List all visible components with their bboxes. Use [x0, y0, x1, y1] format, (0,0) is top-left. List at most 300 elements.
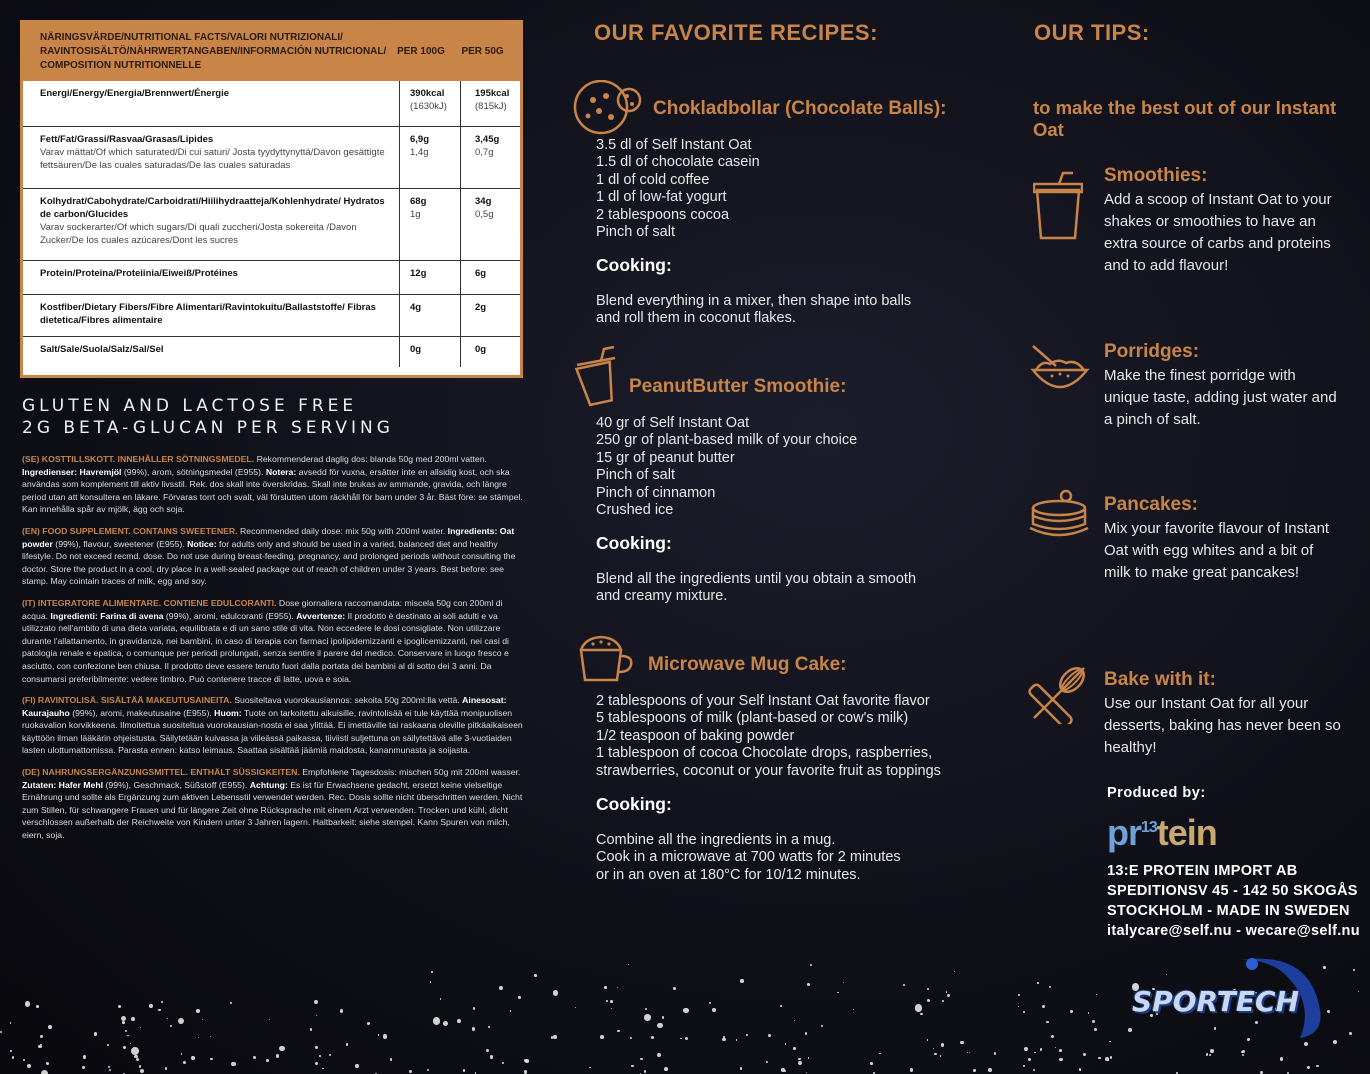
powder-speck	[657, 1053, 661, 1057]
tip-title: Porridges:	[1104, 341, 1200, 362]
ingredient: 1.5 dl of chocolate casein	[596, 154, 760, 171]
produced-by-label: Produced by:	[1107, 785, 1206, 801]
powder-speck	[644, 1014, 651, 1021]
nutrient-label	[23, 295, 400, 336]
legal-text-part: Ingredients: Oat powder	[22, 525, 515, 549]
powder-speck	[1018, 1006, 1019, 1007]
claim-gluten-free: GLUTEN AND LACTOSE FREE	[22, 396, 358, 416]
powder-speck	[210, 1058, 213, 1061]
powder-speck	[683, 1008, 689, 1014]
powder-speck	[46, 1062, 49, 1065]
powder-speck	[1214, 1027, 1216, 1029]
nutrition-header	[23, 23, 520, 81]
legal-heading: (EN) FOOD SUPPLEMENT. CONTAINS SWEETENER.	[22, 525, 238, 536]
powder-speck	[1307, 1066, 1310, 1069]
recipe-title: Chokladbollar (Chocolate Balls):	[653, 98, 947, 119]
powder-speck	[798, 1061, 802, 1065]
value: 34g	[475, 196, 492, 207]
company-address	[1107, 861, 1360, 941]
nutrient-sub: Varav mättat/Of which saturated/Di cui saturi/ Josta tyydyttynyttä/Davon gesättigte fettsäuren/De las cuales saturadas/De las cuales saturadas	[40, 147, 385, 171]
recipe-ingredients	[596, 137, 760, 241]
smoothie-cup-icon	[574, 345, 620, 407]
legal-text-part: Empfohlene Tagesdosis: mischen 50g mit 200ml wasser.	[299, 767, 521, 778]
powder-speck	[903, 984, 905, 986]
powder-speck	[502, 1062, 504, 1064]
powder-speck	[766, 1061, 768, 1063]
value: 3,45g	[475, 134, 500, 145]
powder-speck	[136, 1058, 139, 1061]
powder-speck	[510, 1010, 512, 1012]
powder-speck	[108, 1066, 110, 1068]
powder-speck	[1042, 1005, 1045, 1008]
powder-speck	[127, 1035, 129, 1037]
powder-speck	[1088, 1012, 1089, 1013]
ingredient: Pinch of salt	[596, 467, 675, 484]
mug-cake-icon	[577, 632, 637, 684]
legal-heading: (SE) KOSTTILLSKOTT. INNEHÅLLER SÖTNINGSMEDEL.	[22, 454, 255, 464]
nutrition-table	[20, 20, 523, 378]
ingredient: 1 dl of low-fat yogurt	[596, 189, 727, 206]
powder-speck	[940, 1055, 942, 1057]
powder-speck	[486, 1049, 489, 1052]
ingredient: strawberries, coconut or your favorite fruit as toppings	[596, 762, 941, 779]
powder-speck	[472, 1027, 475, 1030]
powder-speck	[167, 1018, 168, 1019]
powder-speck	[82, 1066, 85, 1069]
powder-speck	[994, 1052, 996, 1054]
powder-speck	[1109, 1041, 1111, 1043]
tip-text: Make the finest porridge with unique taste, adding just water and a pinch of salt.	[1104, 367, 1337, 428]
powder-speck	[1034, 1052, 1036, 1054]
legal-text-part: Ainesosat: Kaurajauho	[22, 695, 507, 718]
col-per-100g: PER 100G	[397, 46, 445, 57]
powder-speck	[443, 1021, 448, 1026]
powder-speck	[600, 1035, 604, 1039]
powder-speck	[793, 1047, 795, 1049]
value-per-100g	[400, 189, 461, 260]
sportech-logo: SPORTECH	[1132, 985, 1300, 1018]
powder-speck	[651, 1036, 654, 1039]
ingredient: 2 tablespoons cocoa	[596, 206, 730, 223]
value: 68g	[410, 196, 427, 207]
powder-speck	[140, 1027, 141, 1028]
powder-speck	[27, 1064, 31, 1068]
nutrient-name: Energi/Energy/Energia/Brennwert/Énergie	[40, 88, 229, 99]
recipes-heading: OUR FAVORITE RECIPES:	[594, 20, 878, 45]
powder-speck	[606, 1000, 608, 1002]
powder-speck	[1128, 1028, 1132, 1032]
tip-title: Smoothies:	[1104, 165, 1208, 186]
powder-speck	[266, 1059, 269, 1062]
powder-speck	[746, 1034, 748, 1036]
nutrient-name: Fett/Fat/Grassi/Rasvaa/Grasas/Lipides	[40, 134, 214, 145]
powder-speck	[123, 1046, 126, 1049]
powder-speck	[367, 1022, 370, 1025]
powder-speck	[662, 1016, 664, 1018]
col-per-50g: PER 50G	[461, 46, 504, 57]
powder-speck	[933, 1048, 934, 1049]
powder-speck	[1080, 1069, 1081, 1070]
powder-speck	[48, 1025, 52, 1029]
powder-speck	[967, 1052, 968, 1053]
powder-speck	[1242, 1054, 1245, 1057]
powder-speck	[712, 1008, 716, 1012]
powder-speck	[231, 1062, 235, 1066]
powder-speck	[873, 1072, 875, 1074]
powder-speck	[640, 1058, 642, 1060]
value-per-50g	[461, 81, 520, 126]
powder-speck	[10, 1050, 12, 1052]
nutrition-row	[23, 189, 520, 261]
powder-speck	[709, 1002, 711, 1004]
powder-speck	[1316, 1065, 1318, 1067]
powder-speck	[315, 1046, 318, 1049]
powder-speck	[910, 1068, 913, 1071]
powder-speck	[109, 1069, 111, 1071]
value-sub: (1630kJ)	[410, 101, 447, 112]
powder-speck	[149, 1004, 153, 1008]
nutrient-name: Protein/Proteina/Proteiinia/Eiweiß/Protéines	[40, 268, 238, 279]
whisk-rolling-pin-icon	[1028, 662, 1090, 724]
powder-speck	[1206, 1053, 1209, 1056]
legal-text-part: Tuote on tarkoitettu aikuisille, ravintolisää ei tule käyttää monipuolisen ruokavalion korvikkeena. Ilmoitettua suositeltua vuorokausian-nosta ei saa ylittää. Ei imettäville tai raskaana oleville pitkäaikaiseen käyttöön ilman lääkärin ohjeistusta. Säilytetään kuivassa ja viileässä paikassa, tiiviisti suljettuna on säilytettävä alle 3-vuotiaiden lasten ulottumattomissa. Parasta ennen: katso leimaus. Saattaa sisältää jäämiä maidosta, kananmunasta ja soijasta.	[22, 707, 523, 756]
powder-speck	[140, 1069, 144, 1073]
powder-speck	[1176, 1072, 1178, 1074]
powder-speck	[131, 1017, 135, 1021]
nutrition-rows	[23, 81, 520, 367]
powder-speck	[805, 1032, 807, 1034]
powder-speck	[604, 986, 606, 988]
logo-part: 13	[1141, 819, 1157, 836]
powder-speck	[988, 1068, 992, 1072]
value-per-100g	[400, 127, 461, 188]
value-sub: (815kJ)	[475, 101, 507, 112]
powder-speck	[158, 1009, 160, 1011]
nutrient-name: Kolhydrat/Cabohydrate/Carboidrati/Hiilihydraatteja/Kohlenhydrate/ Hydratos de carbon/Glucides	[40, 196, 385, 220]
powder-speck	[488, 1026, 490, 1028]
powder-speck	[230, 1002, 232, 1004]
cooking-instructions	[596, 571, 976, 606]
powder-speck	[821, 1025, 823, 1027]
powder-speck	[23, 1059, 25, 1061]
powder-speck	[430, 981, 431, 982]
powder-speck	[524, 1070, 528, 1074]
legal-text-part: (99%), aromi, edulcoranti (E955).	[163, 610, 297, 621]
powder-speck	[553, 990, 558, 995]
value-per-50g	[461, 295, 520, 336]
powder-speck	[837, 992, 839, 994]
nutrient-label	[23, 261, 400, 294]
powder-speck	[378, 1034, 379, 1035]
powder-speck	[784, 1070, 786, 1072]
value: 0g	[410, 344, 422, 355]
recipe-ingredients	[596, 693, 941, 780]
legal-paragraph	[22, 453, 525, 516]
value-sub: 1,4g	[410, 147, 429, 158]
nutrition-header-label: NÄRINGSVÄRDE/NUTRITIONAL FACTS/VALORI NUTRIZIONALI/ RAVINTOSISÄLTÖ/NÄHRWERTANGABEN/INFORMACIÓN NUTRICIONAL/ COMPOSITION NUTRITIONNELLE	[40, 32, 387, 71]
powder-speck	[853, 1009, 854, 1010]
powder-speck	[463, 1069, 465, 1071]
legal-heading: (DE) NAHRUNGSERGÄNZUNGSMITTEL. ENTHÄLT SÜSSIGKEITEN.	[22, 767, 300, 778]
legal-text-part: Ingredienser: Havremjöl	[22, 466, 122, 477]
powder-speck	[1110, 1056, 1113, 1059]
value: 6g	[475, 268, 487, 279]
powder-speck	[1304, 1042, 1308, 1046]
value-sub: 1g	[410, 209, 421, 220]
powder-speck	[427, 1069, 429, 1071]
cooking-heading: Cooking:	[596, 255, 672, 275]
powder-speck	[673, 987, 676, 990]
powder-speck	[644, 1070, 646, 1072]
powder-speck	[589, 1067, 590, 1068]
legal-text-part: Zutaten: Hafer Mehl	[22, 779, 104, 790]
powder-speck	[1028, 1058, 1031, 1061]
tips-heading: OUR TIPS:	[1034, 20, 1150, 45]
address-line: SPEDITIONSV 45 - 142 50 SKOGÅS	[1107, 883, 1358, 899]
legal-heading: (FI) RAVINTOLISÄ. SISÄLTÄÄ MAKEUTUSAINEITA.	[22, 695, 232, 706]
nutrition-row	[23, 81, 520, 127]
powder-speck	[785, 1043, 787, 1045]
legal-text-part: for adults only and should be used in a varied, balanced diet and healthy lifestyle. Do not exceed recmd. dose. Do not use during breast-feeding, pregnancy, and prolonged periods without consulting the doctor. Store the product in a cool, dry place in a well-sealed package out of reach of children under 3 years. Best before: see stamp. May cointain traces of milk, egg and soy.	[22, 538, 516, 587]
value-per-100g	[400, 337, 461, 367]
powder-speck	[279, 1046, 285, 1052]
powder-speck	[664, 1067, 668, 1071]
powder-speck	[431, 971, 433, 973]
legal-paragraph	[22, 694, 525, 757]
powder-speck	[617, 1030, 619, 1032]
ingredient: Crushed ice	[596, 502, 674, 519]
nutrient-name: Salt/Sale/Suola/Salz/Sal/Sel	[40, 344, 164, 355]
powder-speck	[1280, 1057, 1284, 1061]
address-line: STOCKHOLM - MADE IN SWEDEN	[1107, 903, 1350, 919]
value: 6,9g	[410, 134, 430, 145]
powder-speck	[927, 988, 929, 990]
powder-speck	[1358, 991, 1359, 992]
legal-text	[22, 453, 525, 851]
powder-speck	[807, 983, 810, 986]
powder-speck	[490, 1055, 494, 1059]
legal-paragraph	[22, 766, 525, 842]
pancakes-icon	[1028, 488, 1090, 540]
logo-part: pr	[1107, 812, 1141, 853]
powder-speck	[409, 1070, 412, 1073]
powder-speck	[183, 1061, 186, 1064]
powder-speck	[740, 979, 743, 982]
logo-part: tein	[1156, 812, 1217, 853]
legal-text-part: avsedd för vuxna, ersätter inte en allsidig kost, och ska användas som komplement till aktiv livsstil. Rek. dos skall inte överskridas. Skall inte brukas av ammande, gravida, och längre period utan att konsultera en läkare. Förvaras torrt och svalt, väl förslutten utom räckhåll för barn under 3 år. Bäst före: se stämpel. Kan innehålla spår av mjölk, ägg och soja.	[22, 466, 523, 515]
value: 0g	[475, 344, 487, 355]
powder-speck	[38, 1045, 41, 1048]
contact-emails: italycare@self.nu - wecare@self.nu	[1107, 923, 1360, 939]
powder-speck	[1037, 982, 1038, 983]
powder-speck	[139, 1065, 142, 1068]
powder-speck	[1049, 986, 1051, 988]
smoothie-icon	[1033, 170, 1083, 242]
powder-speck	[130, 1043, 131, 1044]
powder-speck	[610, 1000, 613, 1003]
nutrient-name: Kostfiber/Dietary Fibers/Fibre Alimentari/Ravintokuitu/Ballaststoffe/ Fibras dietetica/Fibres alimentaire	[40, 302, 376, 326]
nutrition-row	[23, 295, 520, 337]
porridge-bowl-icon	[1030, 344, 1090, 398]
powder-speck	[1105, 1057, 1109, 1061]
powder-speck	[680, 1038, 681, 1039]
powder-speck	[253, 1056, 256, 1059]
tip-text: Use our Instant Oat for all your desserts, baking has never been so healthy!	[1104, 695, 1341, 756]
powder-speck	[934, 1053, 937, 1056]
powder-speck	[960, 1041, 964, 1045]
cooking-line: Combine all the ingredients in a mug.	[596, 832, 836, 848]
powder-speck	[181, 1053, 183, 1055]
powder-speck	[798, 1058, 801, 1061]
powder-speck	[657, 1023, 663, 1029]
ingredient: 15 gr of peanut butter	[596, 449, 735, 466]
legal-text-part: (99%), aromi, makeutusaine (E955).	[69, 707, 215, 718]
legal-text-part: Notera:	[265, 466, 297, 477]
powder-speck	[131, 1047, 139, 1055]
powder-speck	[1209, 1054, 1212, 1057]
powder-speck	[631, 1065, 634, 1068]
legal-text-part: (99%), flavour, sweetener (E955).	[52, 538, 188, 549]
recipe-ingredients	[596, 415, 857, 519]
legal-text-part: Suositeltava vuorokausiannos: sekoita 50g 200ml:lla vettä.	[231, 695, 463, 706]
value-sub: 0,5g	[475, 209, 494, 220]
powder-speck	[810, 964, 812, 966]
cooking-line: and creamy mixture.	[596, 588, 728, 605]
powder-speck	[973, 1069, 976, 1072]
nutrition-row	[23, 127, 520, 189]
powder-speck	[1333, 1040, 1337, 1044]
product-claims	[22, 395, 394, 439]
powder-speck	[1092, 1020, 1095, 1023]
ingredient: 40 gr of Self Instant Oat	[596, 415, 750, 431]
ingredient: 1 dl of cold coffee	[596, 171, 710, 188]
powder-speck	[1033, 1069, 1035, 1071]
powder-speck	[1349, 1032, 1352, 1035]
powder-speck	[954, 971, 955, 972]
powder-speck	[210, 1036, 211, 1037]
value-per-100g	[400, 261, 461, 294]
powder-speck	[107, 1044, 109, 1046]
powder-speck	[269, 1019, 271, 1021]
powder-speck	[685, 1037, 688, 1040]
cooking-line: and roll them in coconut flakes.	[596, 310, 796, 327]
claim-beta-glucan: 2G BETA-GLUCAN PER SERVING	[22, 418, 394, 438]
powder-speck	[1023, 1011, 1025, 1013]
powder-speck	[440, 998, 442, 1000]
powder-speck	[1051, 1035, 1054, 1038]
powder-speck	[617, 987, 618, 988]
powder-speck	[575, 1007, 576, 1008]
legal-text-part: Huom:	[214, 707, 242, 718]
ingredient: 5 tablespoons of milk (plant-based or cow's milk)	[596, 710, 909, 727]
legal-text-part: Es ist für Erwachsene gedacht, ersetzt keine vielseitige Ernährung und sollte als Ergänzung zum aktiven Lebensstil verwendet werden. Rec. Dosis sollte nicht überschritten werden. Nicht zum Stillen, für schwangere Frauen und für längere Zeit ohne Rücksprache mit einem Arzt verwenden. Trocken und kühl, dicht verschlossen außerhalb der Reichweite von Kindern unter 3 Jahren lagern. Haltbarkeit: siehe stempel. Kann Spuren von milch, eiern, soja.	[22, 779, 523, 841]
powder-speck	[118, 1005, 121, 1008]
powder-speck	[1210, 1049, 1214, 1053]
legal-heading: (IT) INTEGRATORE ALIMENTARE. CONTIENE EDULCORANTI.	[22, 597, 277, 608]
value-per-50g	[461, 127, 520, 188]
powder-speck	[319, 1055, 321, 1057]
powder-speck	[1018, 994, 1020, 996]
powder-speck	[457, 1019, 461, 1023]
value-per-100g	[400, 81, 461, 126]
powder-speck	[946, 991, 947, 992]
powder-speck	[806, 1072, 807, 1073]
powder-speck	[340, 1009, 344, 1013]
powder-speck	[0, 1031, 2, 1033]
tip-title: Bake with it:	[1104, 669, 1216, 690]
nutrient-label	[23, 337, 400, 367]
legal-paragraph	[22, 525, 525, 588]
powder-speck	[645, 1008, 647, 1010]
legal-text-part: Dose giornaliera raccomandata: miscela 50g con 200ml di acqua.	[22, 597, 503, 621]
ingredient: 2 tablespoons of your Self Instant Oat favorite flavor	[596, 693, 930, 709]
powder-speck	[1059, 1058, 1062, 1061]
powder-speck	[1083, 1053, 1087, 1057]
powder-speck	[780, 1005, 782, 1007]
nutrient-sub: Varav sockerarter/Of which sugars/Di quali zuccheri/Josta sokereita /Davon Zucker/De los cuales azúcares/Dont les sucres	[40, 222, 357, 246]
powder-speck	[475, 1072, 476, 1073]
powder-speck	[1096, 994, 1097, 995]
powder-speck	[794, 1020, 795, 1021]
powder-speck	[927, 1039, 929, 1041]
powder-speck	[499, 986, 503, 990]
recipe-title: Microwave Mug Cake:	[648, 654, 847, 675]
powder-speck	[1353, 969, 1355, 971]
powder-speck	[808, 1057, 810, 1059]
ingredient: 3.5 dl of Self Instant Oat	[596, 137, 752, 153]
powder-speck	[310, 1028, 312, 1030]
cooking-line: Blend all the ingredients until you obtain a smooth	[596, 571, 917, 587]
powder-speck	[316, 1015, 317, 1016]
ingredient: 250 gr of plant-based milk of your choice	[596, 432, 858, 449]
powder-speck	[870, 1062, 873, 1065]
powder-speck	[1094, 1028, 1098, 1032]
legal-text-part: Achtung:	[249, 779, 288, 790]
legal-text-part: (99%), Geschmack, Süßstoff (E955).	[103, 779, 250, 790]
tip-text: Mix your favorite flavour of Instant Oat with egg whites and a bit of milk to make great pancakes!	[1104, 520, 1330, 581]
legal-paragraph	[22, 597, 525, 685]
powder-speck	[83, 1055, 86, 1058]
powder-speck	[40, 1035, 43, 1038]
powder-speck	[915, 1004, 922, 1011]
powder-speck	[473, 1007, 476, 1010]
cooking-line: or in an oven at 180°C for 10/12 minutes.	[596, 866, 861, 883]
powder-speck	[628, 964, 629, 965]
value-per-50g	[461, 189, 520, 260]
powder-speck	[322, 1068, 324, 1070]
powder-speck	[534, 974, 536, 976]
powder-speck	[390, 1058, 393, 1061]
cooking-heading: Cooking:	[596, 533, 672, 553]
powder-speck	[927, 999, 930, 1002]
ingredient: 1 tablespoon of cocoa Chocolate drops, raspberries,	[596, 745, 933, 762]
powder-speck	[969, 1052, 970, 1053]
value: 390kcal	[410, 88, 445, 99]
powder-speck	[198, 1037, 199, 1038]
powder-speck	[161, 1001, 163, 1003]
powder-speck	[329, 1054, 331, 1056]
value: 195kcal	[475, 88, 510, 99]
cooking-line: Cook in a microwave at 700 watts for 2 minutes	[596, 849, 901, 866]
powder-speck	[346, 1043, 349, 1046]
powder-speck	[170, 1025, 173, 1028]
ingredient: Pinch of cinnamon	[596, 484, 716, 501]
powder-speck	[630, 1037, 632, 1039]
legal-text-part: Il prodotto è destinato ai soli adulti e va utilizzato nell'ambito di una dieta variata, equilibrata e di un sano stile di vita. Non eccedere le dosi consigliate. Non utilizzare durante l'allattamento, in gravidanza, nei bambini, in caso di terapia con farmaci ipolipidemizzanti e ipoglicemizzanti, nei casi di patologia renale e epatica, o comunque per periodi prolungati, senza sentire il parere del medico. Conservare in luogo fresco e asciutto, con confezione ben chiusa. Il prodotto deve essere tenuto fuori dalla portata dei bambini al di sotto dei 3 anni. Da consumarsi preferibilmente: vedere timbro. Può contenere tracce di latte, uova e soia.	[22, 610, 509, 684]
nutrient-label	[23, 127, 400, 188]
cooking-instructions	[596, 832, 976, 884]
nutrition-row	[23, 337, 520, 367]
